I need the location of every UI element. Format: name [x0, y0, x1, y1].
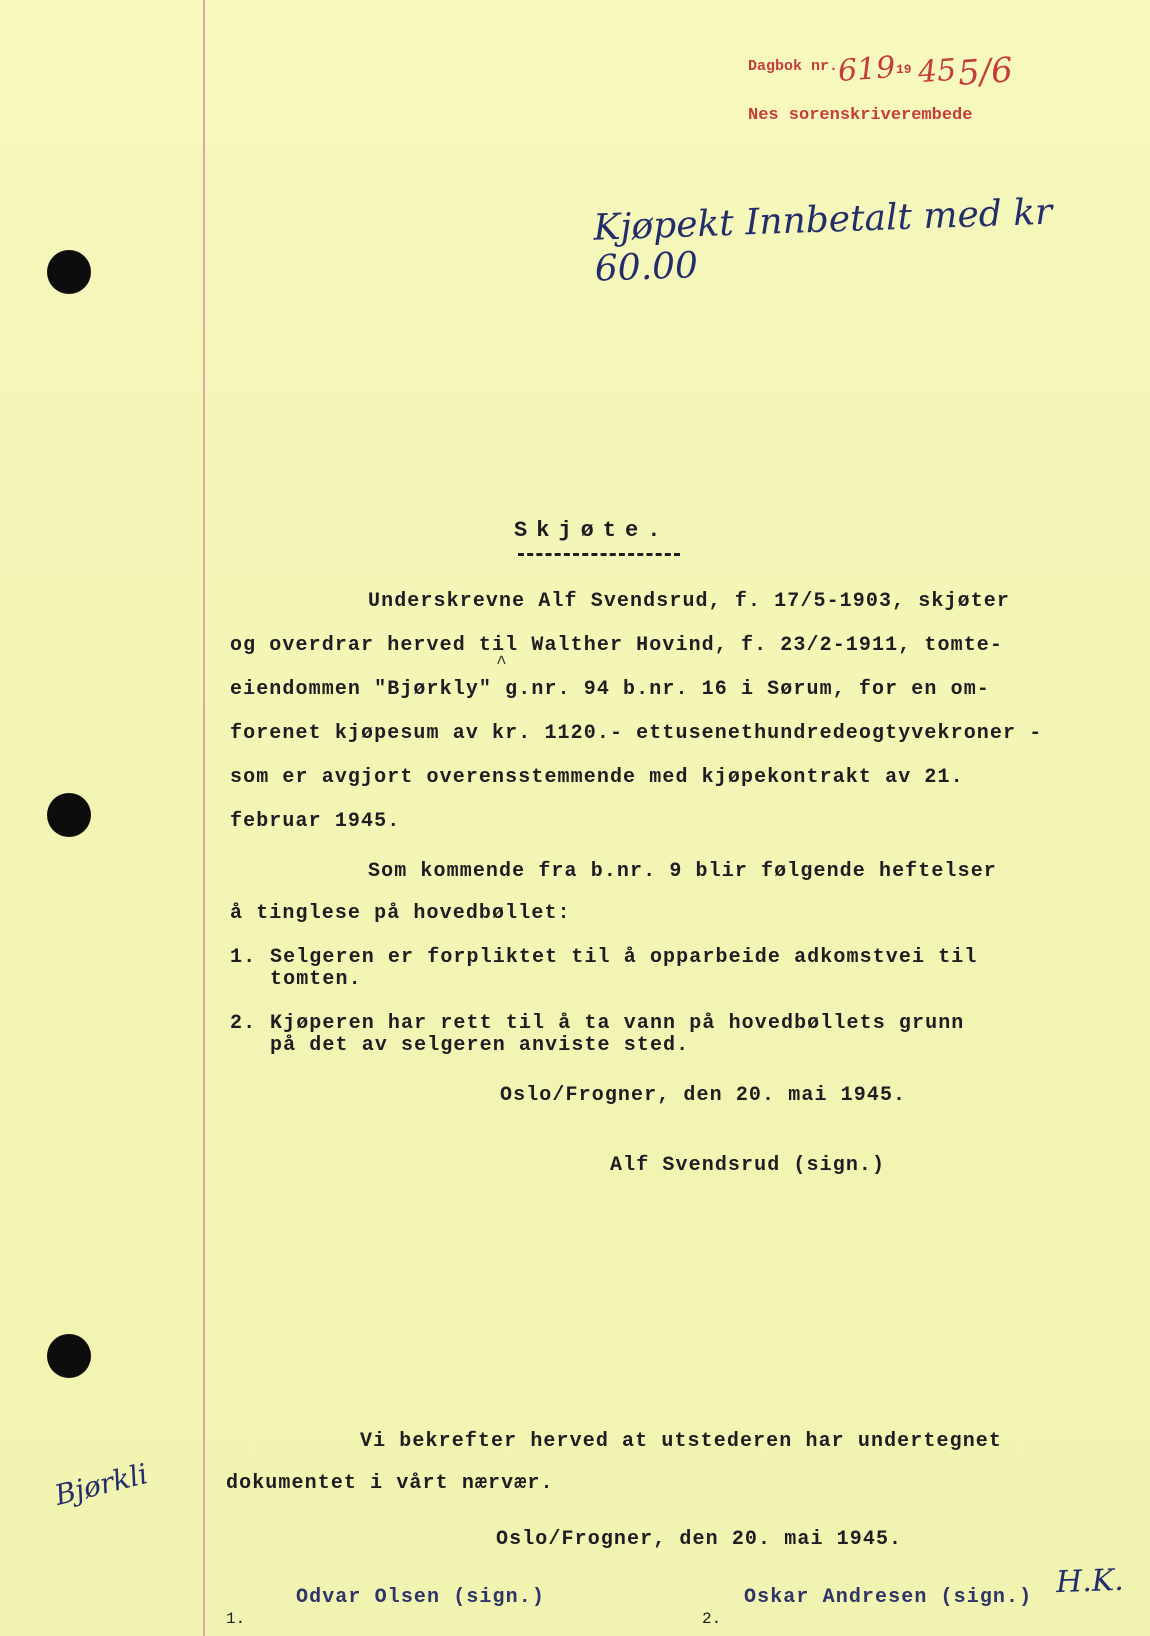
body-line: forenet kjøpesum av kr. 1120.- ettusenethundredeogtyvekroner - — [230, 722, 1043, 745]
list-item-line: Kjøperen har rett til å ta vann på hovedbøllets grunn — [270, 1012, 965, 1035]
place-date: Oslo/Frogner, den 20. mai 1945. — [500, 1084, 907, 1107]
witness-2-signature: Oskar Andresen (sign.) — [744, 1586, 1033, 1609]
fee-annotation: Kjøpekt Innbetalt med kr 60.00 — [592, 191, 1053, 290]
list-item-line: Selgeren er forpliktet til å opparbeide adkomstvei til — [270, 946, 978, 969]
body-line: februar 1945. — [230, 810, 401, 833]
witness-1-signature: Odvar Olsen (sign.) — [296, 1586, 545, 1609]
body-line: eiendommen "Bjørkly" g.nr. 94 b.nr. 16 i Sørum, for en om- — [230, 678, 990, 701]
witness-line: Vi bekrefter herved at utstederen har undertegnet — [360, 1430, 1002, 1453]
stamp-date: 5/6 — [956, 50, 1015, 94]
stamp-number: 619 — [836, 50, 897, 89]
list-item-number: 1. — [230, 946, 257, 969]
body-line: å tinglese på hovedbøllet: — [230, 902, 571, 925]
body-line: og overdrar herved til Walther Hovind, f. 23/2-1911, tomte- — [230, 634, 1004, 657]
body-line: Som kommende fra b.nr. 9 blir følgende heftelser — [368, 860, 997, 883]
stamp-dagbok-label: Dagbok nr. — [748, 58, 839, 75]
punch-hole-bottom — [47, 1334, 91, 1378]
body-line: som er avgjort overensstemmende med kjøpekontrakt av 21. — [230, 766, 964, 789]
title-underline — [518, 553, 680, 556]
margin-rule — [203, 0, 205, 1636]
witness-2-number: 2. — [702, 1610, 722, 1628]
punch-hole-top — [47, 250, 91, 294]
stamp-office: Nes sorenskriverembede — [748, 106, 973, 125]
insertion-caret: ^ — [496, 654, 507, 674]
witness-1-number: 1. — [226, 1610, 246, 1628]
witness-place-date: Oslo/Frogner, den 20. mai 1945. — [496, 1528, 903, 1551]
list-item-number: 2. — [230, 1012, 257, 1035]
witness-line: dokumentet i vårt nærvær. — [226, 1472, 554, 1495]
punch-hole-middle — [47, 793, 91, 837]
document-title: Skjøte. — [514, 518, 670, 543]
stamp-year-prefix: 19 — [896, 62, 912, 77]
stamp-year: 45 — [916, 52, 958, 91]
clerk-initials: H.K. — [1055, 1562, 1125, 1601]
list-item-line: på det av selgeren anviste sted. — [270, 1034, 690, 1057]
list-item-line: tomten. — [270, 968, 362, 991]
body-line: Underskrevne Alf Svendsrud, f. 17/5-1903, skjøter — [368, 590, 1010, 613]
margin-note: Bjørkli — [51, 1457, 151, 1512]
seller-signature: Alf Svendsrud (sign.) — [610, 1154, 886, 1177]
